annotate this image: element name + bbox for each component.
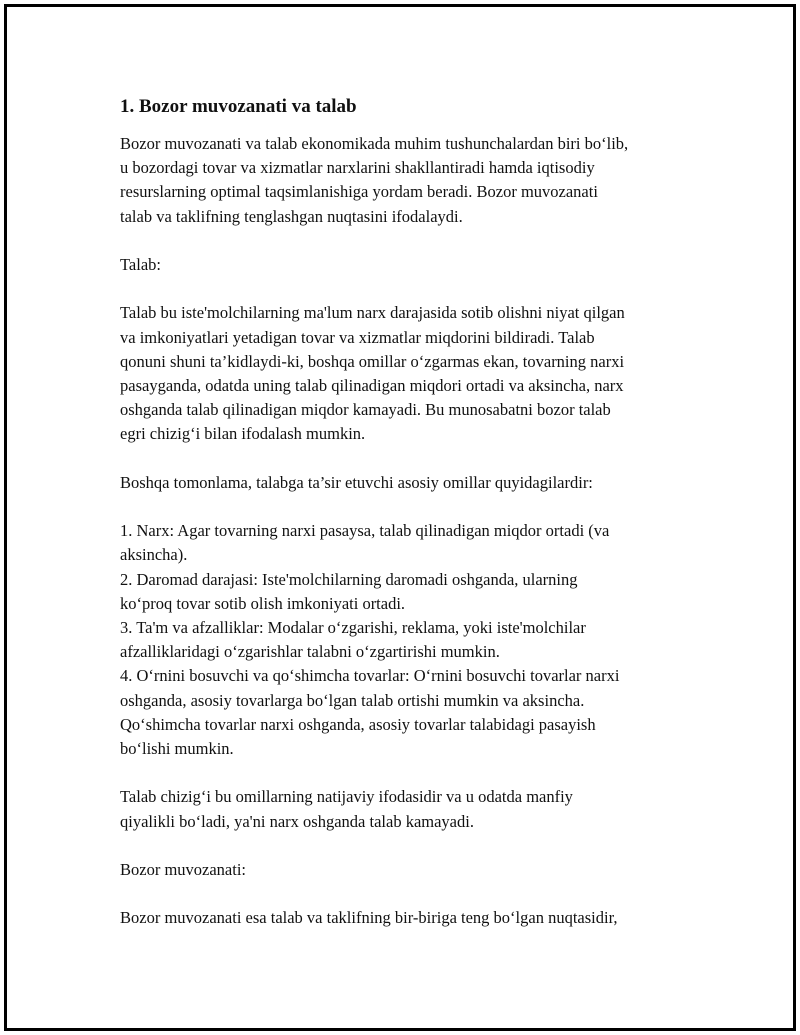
document-page	[4, 4, 796, 1031]
equilibrium-paragraph: Bozor muvozanati esa talab va taklifning bir-biriga teng bo‘lgan nuqtasidir,	[120, 908, 618, 928]
document-body	[120, 95, 700, 931]
paragraph-spacer	[120, 277, 700, 301]
paragraph-spacer	[120, 834, 700, 858]
section-heading-talab: Talab:	[120, 255, 161, 274]
paragraph-spacer	[120, 761, 700, 785]
factors-intro-paragraph: Boshqa tomonlama, talabga ta’sir etuvchi asosiy omillar quyidagilardir:	[120, 472, 593, 492]
document-title: 1. Bozor muvozanati va talab	[120, 96, 357, 117]
paragraph-spacer	[120, 229, 700, 253]
demand-curve-paragraph: Talab chizig‘i bu omillarning natijaviy ifodasidir va u odatda manfiy qiyalikli bo‘ladi, ya'ni narx oshganda talab kamayadi.	[120, 787, 573, 831]
paragraph-spacer	[120, 495, 700, 519]
paragraph-spacer	[120, 882, 700, 906]
factors-list: 1. Narx: Agar tovarning narxi pasaysa, talab qilinadigan miqdor ortadi (va aksincha). 2. Daromad darajasi: Iste'molchilarning daromadi oshganda, ularning ko‘proq tovar sotib olish imkoniyati ortadi. 3. Ta'm va afzalliklar: Modalar o‘zgarishi, reklama, yoki iste'molchilar afzalliklaridagi o‘zgarishlar talabni o‘zgartirishi mumkin. 4. O‘rnini bosuvchi va qo‘shimcha tovarlar: O‘rnini bosuvchi tovarlar narxi oshganda, asosiy tovarlarga bo‘lgan talab ortishi mumkin va aksincha. Qo‘shimcha tovarlar narxi oshganda, asosiy tovarlar talabidagi pasayish bo‘lishi mumkin.	[120, 521, 620, 759]
intro-paragraph: Bozor muvozanati va talab ekonomikada muhim tushunchalardan biri bo‘lib, u bozordagi tovar va xizmatlar narxlarini shakllantiradi hamda iqtisodiy resurslarning optimal taqsimlanishiga yordam beradi. Bozor muvozanati talab va taklifning tenglashgan nuqtasini ifodalaydi.	[120, 134, 629, 226]
section-heading-bozor-muvozanati: Bozor muvozanati:	[120, 860, 247, 879]
paragraph-spacer	[120, 447, 700, 471]
talab-definition-paragraph: Talab bu iste'molchilarning ma'lum narx darajasida sotib olishni niyat qilgan va imkoniyatlari yetadigan tovar va xizmatlar miqdorini bildiradi. Talab qonuni shuni ta’kidlaydi-ki, boshqa omillar o‘zgarmas ekan, tovarning narxi pasayganda, odatda uning talab qilinadigan miqdori ortadi va aksincha, narx oshganda talab qilinadigan miqdor kamayadi. Bu munosabatni bozor talab egri chizig‘i bilan ifodalash mumkin.	[120, 303, 625, 444]
